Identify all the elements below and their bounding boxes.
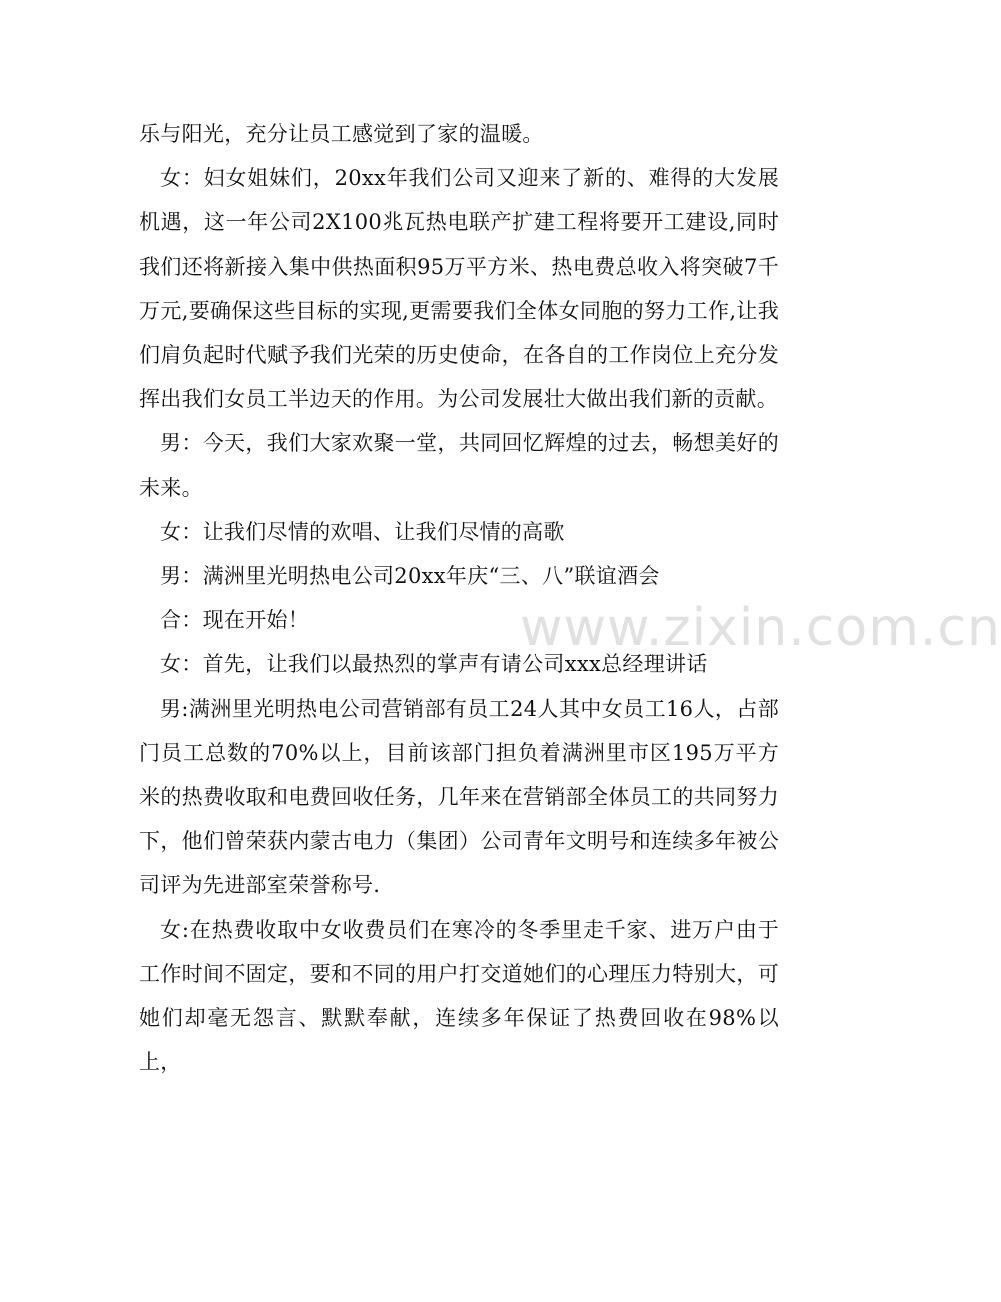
paragraph-8: 男:满洲里光明热电公司营销部有员工24人其中女员工16人，占部门员工总数的70%以上，目前该部门担负着满洲里市区195万平方米的热费收取和电费回收任务，几年来在营销部全体员工的共同努力下，他们曾荣获内蒙古电力（集团）公司青年文明号和连续多年被公司评为先进部室荣誉称号. — [139, 696, 779, 898]
paragraph-3: 男：今天，我们大家欢聚一堂，共同回忆辉煌的过去，畅想美好的未来。 — [139, 431, 779, 500]
watermark-text: www.zixin.com.cn — [520, 598, 1001, 658]
paragraph-2: 女：妇女姐妹们，20xx年我们公司又迎来了新的、难得的大发展机遇，这一年公司2X100兆瓦热电联产扩建工程将要开工建设,同时我们还将新接入集中供热面积95万平方米、热电费总收入将突破7千万元,要确保这些目标的实现,更需要我们全体女同胞的努力工作,让我们肩负起时代赋予我们光荣的历史使命，在各自的工作岗位上充分发挥出我们女员工半边天的作用。为公司发展壮大做出我们新的贡献。 — [139, 166, 779, 412]
paragraph-7: 女：首先，让我们以最热烈的掌声有请公司xxx总经理讲话 — [160, 652, 708, 677]
paragraph-1: 乐与阳光，充分让员工感觉到了家的温暖。 — [139, 122, 544, 146]
paragraph-4: 女：让我们尽情的欢唱、让我们尽情的高歌 — [160, 519, 565, 544]
paragraph-6: 合：现在开始！ — [160, 608, 310, 633]
paragraph-5: 男：满洲里光明热电公司20xx年庆“三、八”联谊酒会 — [160, 564, 660, 589]
paragraph-9: 女:在热费收取中女收费员们在寒冷的冬季里走千家、进万户由于工作时间不固定，要和不同的用户打交道她们的心理压力特别大，可她们却毫无怨言、默默奉献，连续多年保证了热费回收在98%以上， — [139, 917, 779, 1075]
